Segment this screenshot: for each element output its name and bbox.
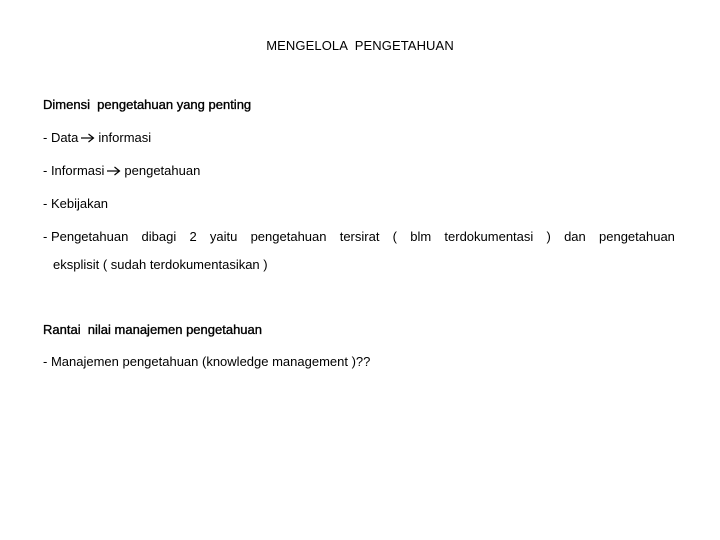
list-item-manajemen: - Manajemen pengetahuan (knowledge management )?? — [43, 354, 371, 369]
paragraph-word: ) — [546, 229, 551, 244]
paragraph-word: dan — [564, 229, 586, 244]
paragraph-word: terdokumentasi — [444, 229, 534, 244]
list-item-prefix: - Informasi — [43, 163, 105, 178]
section-heading-rantai: Rantai nilai manajemen pengetahuan — [43, 322, 262, 337]
paragraph-word: dibagi — [141, 229, 177, 244]
list-item-suffix: informasi — [98, 130, 152, 145]
list-item-kebijakan: - Kebijakan — [43, 196, 109, 211]
list-item-prefix: - Data — [43, 130, 79, 145]
paragraph-word: - Pengetahuan — [43, 229, 129, 244]
paragraph-word: blm — [410, 229, 432, 244]
paragraph-word: pengetahuan — [250, 229, 327, 244]
list-item-suffix: pengetahuan — [124, 163, 201, 178]
paragraph-line-1 — [43, 229, 675, 244]
paragraph-word: ( — [392, 229, 398, 244]
page-title: MENGELOLA PENGETAHUAN — [266, 38, 454, 53]
right-arrow-icon — [107, 166, 121, 176]
paragraph-word: yaitu — [209, 229, 238, 244]
paragraph-line-2: eksplisit ( sudah terdokumentasikan ) — [53, 257, 268, 272]
section-heading-dimensi: Dimensi pengetahuan yang penting — [43, 97, 252, 112]
list-item-informasi-pengetahuan — [43, 163, 200, 178]
right-arrow-icon — [81, 133, 95, 143]
list-item-data-informasi — [43, 130, 151, 145]
paragraph-word: 2 — [189, 229, 197, 244]
paragraph-word: pengetahuan — [599, 229, 675, 244]
paragraph-word: tersirat — [339, 229, 380, 244]
